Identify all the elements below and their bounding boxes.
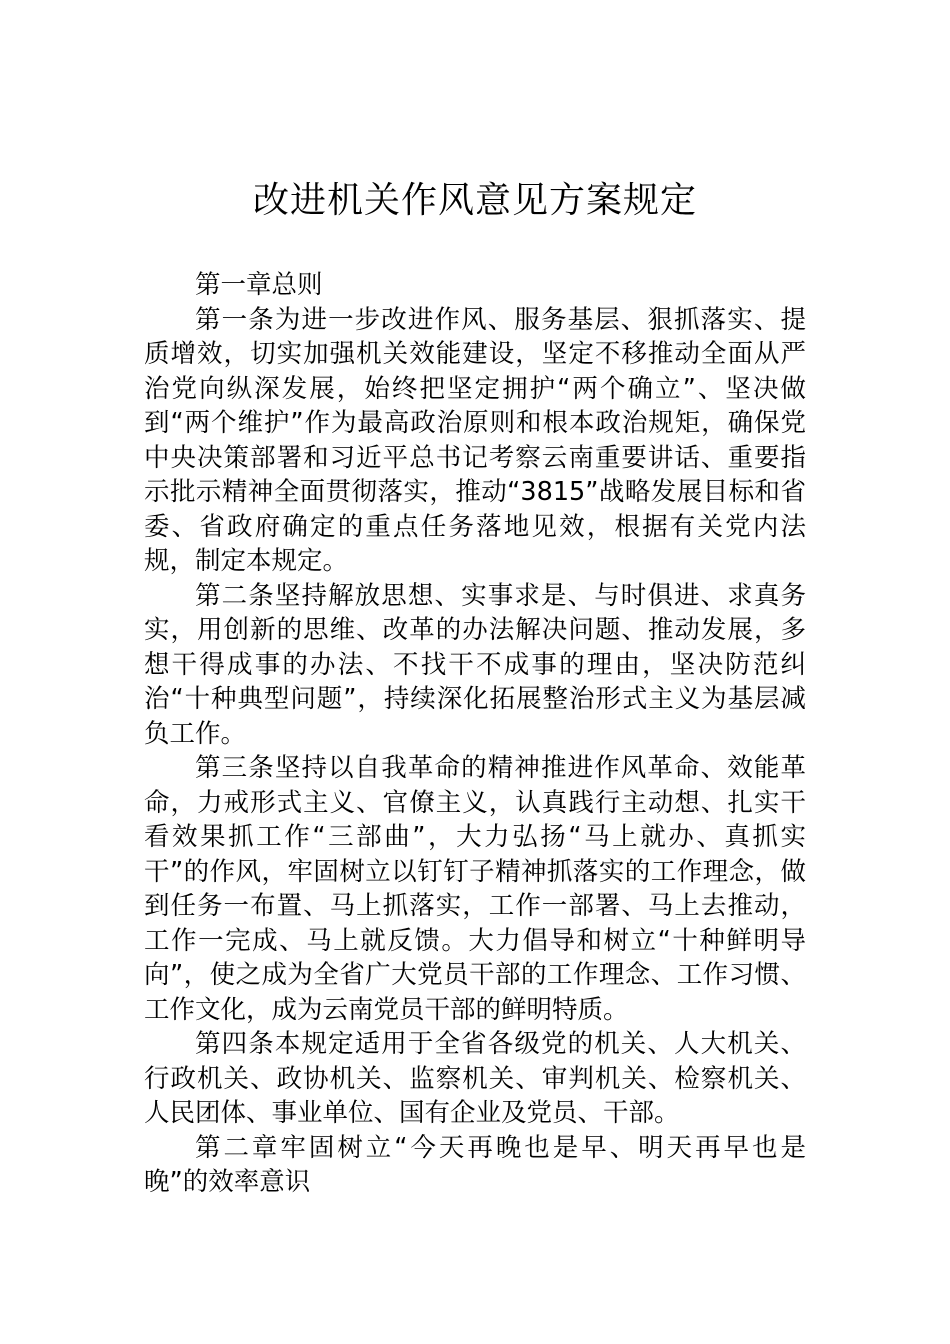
article-3-paragraph: 第三条坚持以自我革命的精神推进作风革命、效能革命，力戒形式主义、官僚主义，认真践行主动想、扎实干看效果抓工作“三部曲”，大力弘扬“马上就办、真抓实干”的作风，牢固树立以钉钉子精神抓落实的工作理念，做到任务一布置、马上抓落实，工作一部署、马上去推动，工作一完成、马上就反馈。大力倡导和树立“十种鲜明导向”，使之成为全省广大党员干部的工作理念、工作习惯、工作文化，成为云南党员干部的鲜明特质。: [144, 753, 806, 1025]
chapter-heading-2: 第二章牢固树立“今天再晚也是早、明天再早也是晚”的效率意识: [144, 1132, 806, 1197]
article-2-paragraph: 第二条坚持解放思想、实事求是、与时俱进、求真务实，用创新的思维、改革的办法解决问题、推动发展，多想干得成事的办法、不找干不成事的理由，坚决防范纠治“十种典型问题”，持续深化拓展整治形式主义为基层减负工作。: [144, 580, 806, 749]
article-1-paragraph: 第一条为进一步改进作风、服务基层、狠抓落实、提质增效，切实加强机关效能建设，坚定不移推动全面从严治党向纵深发展，始终把坚定拥护“两个确立”、坚决做到“两个维护”作为最高政治原则和根本政治规矩，确保党中央决策部署和习近平总书记考察云南重要讲话、重要指示批示精神全面贯彻落实，推动“3815”战略发展目标和省委、省政府确定的重点任务落地见效，根据有关党内法规，制定本规定。: [144, 304, 806, 576]
document-title: 改进机关作风意见方案规定: [252, 180, 697, 221]
chapter-heading-1: 第一章总则: [195, 270, 323, 300]
document-body: [144, 268, 806, 1200]
article-4-paragraph: 第四条本规定适用于全省各级党的机关、人大机关、行政机关、政协机关、监察机关、审判机关、检察机关、人民团体、事业单位、国有企业及党员、干部。: [144, 1029, 806, 1128]
